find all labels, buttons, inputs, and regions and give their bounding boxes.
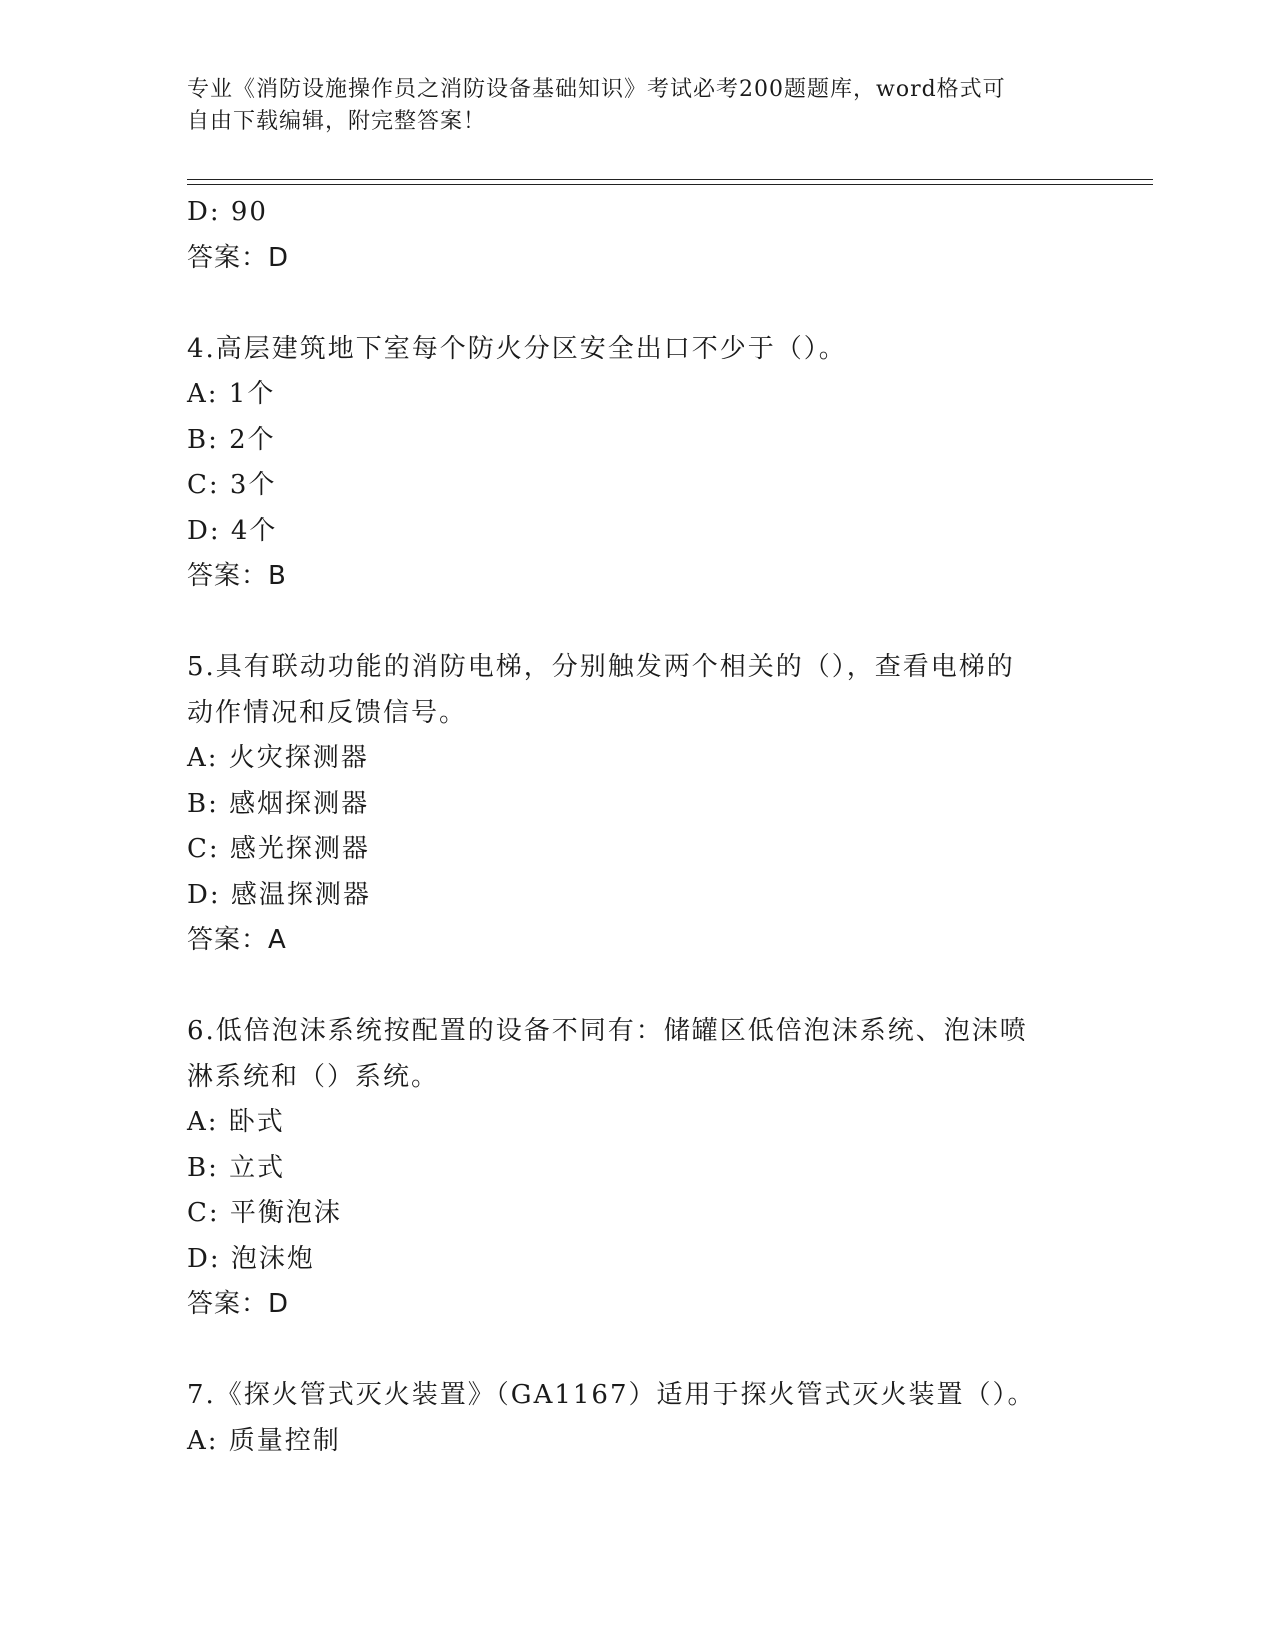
option-line: B: 2个: [187, 424, 276, 455]
question-stem-cont: 动作情况和反馈信号。: [187, 697, 468, 728]
question-content: [187, 190, 1087, 1464]
question-block: [187, 1373, 1087, 1464]
header-line-1: 专业《消防设施操作员之消防设备基础知识》考试必考200题题库，word格式可: [187, 77, 1006, 102]
option-line: A: 卧式: [187, 1107, 285, 1137]
option-line: D: 90: [187, 197, 268, 227]
question-stem: 4.高层建筑地下室每个防火分区安全出口不少于（）。: [187, 333, 847, 364]
header-rule-top: [187, 179, 1153, 180]
answer-line: 答案：D: [187, 242, 290, 273]
question-block: [187, 645, 1087, 964]
option-line: D: 泡沫炮: [187, 1243, 315, 1274]
question-block: [187, 327, 1087, 600]
option-line: C: 平衡泡沫: [187, 1198, 342, 1228]
answer-line: 答案：D: [187, 1289, 290, 1319]
document-header: [187, 74, 1067, 138]
answer-line: 答案：A: [187, 925, 287, 955]
question-stem-cont: 淋系统和（）系统。: [187, 1061, 440, 1092]
answer-line: 答案：B: [187, 561, 287, 591]
question-stem: 6.低倍泡沫系统按配置的设备不同有：储罐区低倍泡沫系统、泡沫喷: [187, 1016, 1028, 1046]
option-line: C: 3个: [187, 470, 277, 500]
option-line: C: 感光探测器: [187, 834, 370, 864]
option-line: B: 立式: [187, 1152, 286, 1183]
header-rule-bottom: [187, 184, 1153, 185]
option-line: B: 感烟探测器: [187, 788, 370, 819]
option-line: A: 质量控制: [187, 1425, 341, 1456]
option-line: A: 1个: [187, 379, 276, 409]
question-stem: 7.《探火管式灭火装置》（GA1167）适用于探火管式灭火装置（）。: [187, 1380, 1036, 1410]
question-stem: 5.具有联动功能的消防电梯，分别触发两个相关的（），查看电梯的: [187, 652, 1015, 682]
question-block: [187, 1009, 1087, 1328]
option-line: D: 感温探测器: [187, 879, 371, 910]
option-line: D: 4个: [187, 515, 278, 546]
option-line: A: 火灾探测器: [187, 743, 369, 773]
header-line-2: 自由下载编辑，附完整答案！: [187, 109, 487, 134]
